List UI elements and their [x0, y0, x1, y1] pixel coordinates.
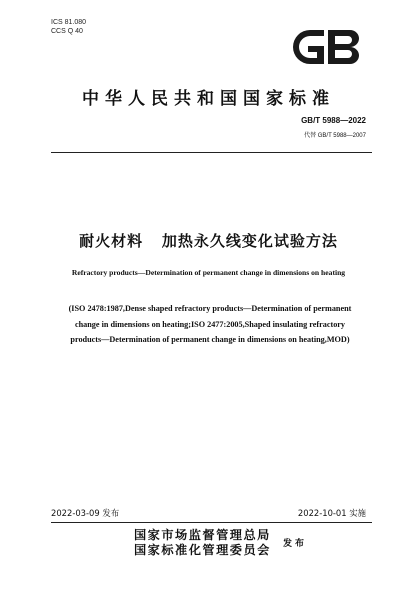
iso-line: change in dimensions on heating;ISO 2477:2005,Shaped insulating refractory — [74, 319, 346, 329]
iso-line: products—Determination of permanent change in dimensions on heating,MOD) — [70, 335, 350, 344]
header-divider — [51, 152, 372, 153]
standard-number: GB/T 5988—2022 — [301, 116, 366, 125]
replaces-standard: 代替 GB/T 5988—2007 — [304, 133, 366, 139]
issuer-sac: 国家标准化管理委员会 — [134, 543, 271, 557]
footer-divider — [51, 522, 372, 523]
gb-logo — [284, 24, 368, 70]
english-title: Refractory products—Determination of permanent change in dimensions on heating — [71, 268, 346, 277]
ics-code: ICS 81.080 — [51, 19, 87, 26]
chinese-title: 耐火材料 加热永久线变化试验方法 — [79, 232, 338, 250]
issue-label: 发布 — [283, 539, 308, 549]
issuer-samr: 国家市场监督管理总局 — [134, 528, 271, 542]
iso-equivalence — [44, 301, 376, 348]
issuing-authorities — [134, 528, 271, 558]
publish-date: 2022-03-09 发布 — [51, 508, 120, 518]
national-standard-title: 中华人民共和国国家标准 — [82, 89, 335, 109]
ccs-code: CCS Q 40 — [51, 28, 83, 35]
implement-date: 2022-10-01 实施 — [297, 508, 366, 518]
iso-line: (ISO 2478:1987,Dense shaped refractory products—Determination of permanent — [68, 304, 352, 313]
